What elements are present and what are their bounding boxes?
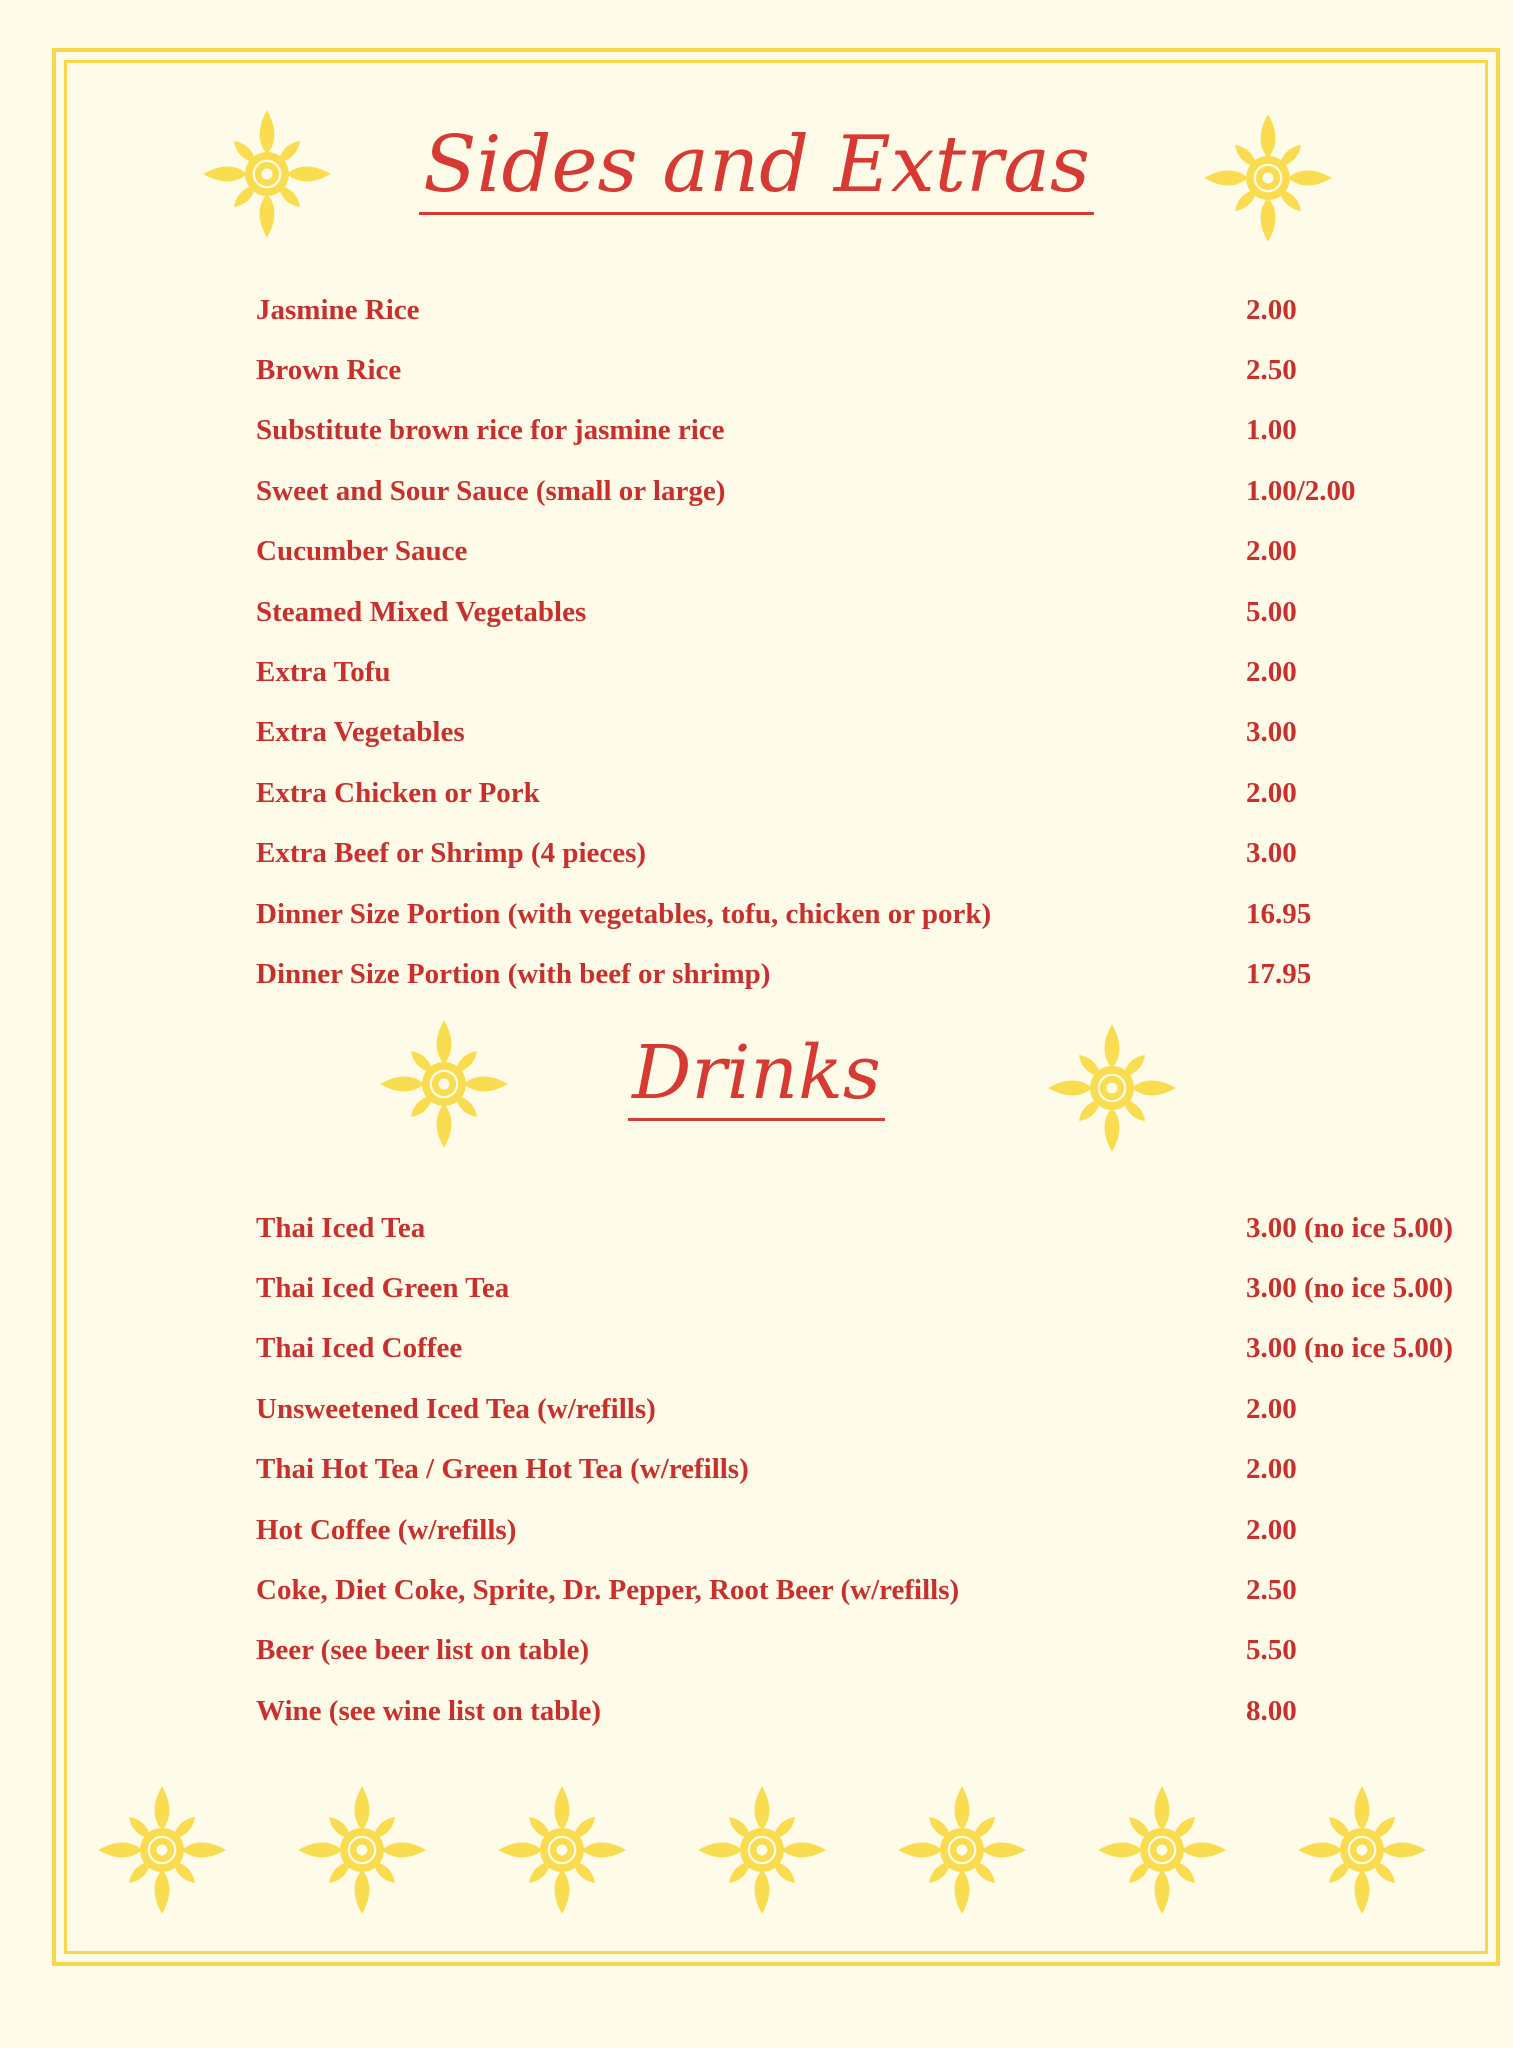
item-price: 1.00/2.00 xyxy=(1246,474,1356,507)
item-name: Brown Rice xyxy=(256,354,402,387)
menu-item xyxy=(256,642,1506,702)
item-name: Unsweetened Iced Tea (w/refills) xyxy=(256,1392,656,1425)
thai-flower-ornament-icon xyxy=(296,1784,428,1916)
item-name: Sweet and Sour Sauce (small or large) xyxy=(256,474,726,507)
item-name: Dinner Size Portion (with vegetables, tofu, chicken or pork) xyxy=(256,897,992,930)
item-price: 5.00 xyxy=(1246,595,1297,628)
item-price: 2.00 xyxy=(1246,776,1297,809)
item-price: 3.00 (no ice 5.00) xyxy=(1246,1211,1453,1244)
item-name: Extra Beef or Shrimp (4 pieces) xyxy=(256,837,647,870)
item-price: 2.00 xyxy=(1246,535,1297,568)
item-price: 2.50 xyxy=(1246,354,1297,387)
item-price: 2.00 xyxy=(1246,1453,1297,1486)
menu-item xyxy=(256,1681,1506,1741)
item-price: 2.00 xyxy=(1246,1513,1297,1546)
thai-flower-ornament-icon xyxy=(1296,1784,1428,1916)
item-name: Dinner Size Portion (with beef or shrimp) xyxy=(256,957,771,990)
menu-item xyxy=(256,522,1506,582)
item-name: Beer (see beer list on table) xyxy=(256,1634,590,1667)
menu-item xyxy=(256,582,1506,642)
item-name: Wine (see wine list on table) xyxy=(256,1694,602,1727)
menu-item xyxy=(256,1500,1506,1560)
menu-item xyxy=(256,1198,1506,1258)
item-name: Steamed Mixed Vegetables xyxy=(256,595,587,628)
thai-flower-ornament-icon xyxy=(96,1784,228,1916)
item-price: 2.00 xyxy=(1246,1392,1297,1425)
sides-list xyxy=(256,280,1506,1005)
sides-title: Sides and Extras xyxy=(0,120,1513,215)
menu-item xyxy=(256,1258,1506,1318)
item-name: Extra Chicken or Pork xyxy=(256,776,540,809)
drinks-list xyxy=(256,1198,1506,1742)
item-price: 3.00 (no ice 5.00) xyxy=(1246,1332,1453,1365)
item-price: 2.50 xyxy=(1246,1574,1297,1607)
thai-flower-ornament-icon xyxy=(696,1784,828,1916)
menu-item xyxy=(256,1379,1506,1439)
item-name: Cucumber Sauce xyxy=(256,535,468,568)
item-name: Thai Iced Coffee xyxy=(256,1332,463,1365)
menu-item xyxy=(256,1440,1506,1500)
thai-flower-ornament-icon xyxy=(896,1784,1028,1916)
item-price: 3.00 (no ice 5.00) xyxy=(1246,1272,1453,1305)
menu-item xyxy=(256,884,1506,944)
item-name: Extra Tofu xyxy=(256,656,391,689)
item-price: 16.95 xyxy=(1246,897,1312,930)
drinks-title: Drinks xyxy=(0,1030,1513,1121)
thai-flower-ornament-icon xyxy=(378,1018,510,1150)
menu-item xyxy=(256,1621,1506,1681)
menu-item xyxy=(256,824,1506,884)
item-name: Thai Iced Tea xyxy=(256,1211,426,1244)
item-name: Coke, Diet Coke, Sprite, Dr. Pepper, Root Beer (w/refills) xyxy=(256,1574,960,1607)
menu-item xyxy=(256,461,1506,521)
item-price: 3.00 xyxy=(1246,716,1297,749)
menu-item xyxy=(256,340,1506,400)
menu-item xyxy=(256,944,1506,1004)
item-name: Thai Hot Tea / Green Hot Tea (w/refills) xyxy=(256,1453,749,1486)
menu-item xyxy=(256,280,1506,340)
item-name: Hot Coffee (w/refills) xyxy=(256,1513,517,1546)
menu-item xyxy=(256,1560,1506,1620)
menu-item xyxy=(256,1319,1506,1379)
menu-item xyxy=(256,763,1506,823)
menu-item xyxy=(256,401,1506,461)
item-price: 8.00 xyxy=(1246,1694,1297,1727)
item-name: Extra Vegetables xyxy=(256,716,465,749)
thai-flower-ornament-icon xyxy=(1202,112,1334,244)
item-name: Substitute brown rice for jasmine rice xyxy=(256,414,725,447)
thai-flower-ornament-icon xyxy=(1096,1784,1228,1916)
item-price: 2.00 xyxy=(1246,293,1297,326)
thai-flower-ornament-icon xyxy=(1046,1022,1178,1154)
item-price: 3.00 xyxy=(1246,837,1297,870)
item-name: Jasmine Rice xyxy=(256,293,420,326)
item-price: 5.50 xyxy=(1246,1634,1297,1667)
item-name: Thai Iced Green Tea xyxy=(256,1272,510,1305)
item-price: 2.00 xyxy=(1246,656,1297,689)
thai-flower-ornament-icon xyxy=(496,1784,628,1916)
item-price: 1.00 xyxy=(1246,414,1297,447)
thai-flower-ornament-icon xyxy=(201,108,333,240)
menu-item xyxy=(256,703,1506,763)
item-price: 17.95 xyxy=(1246,957,1312,990)
